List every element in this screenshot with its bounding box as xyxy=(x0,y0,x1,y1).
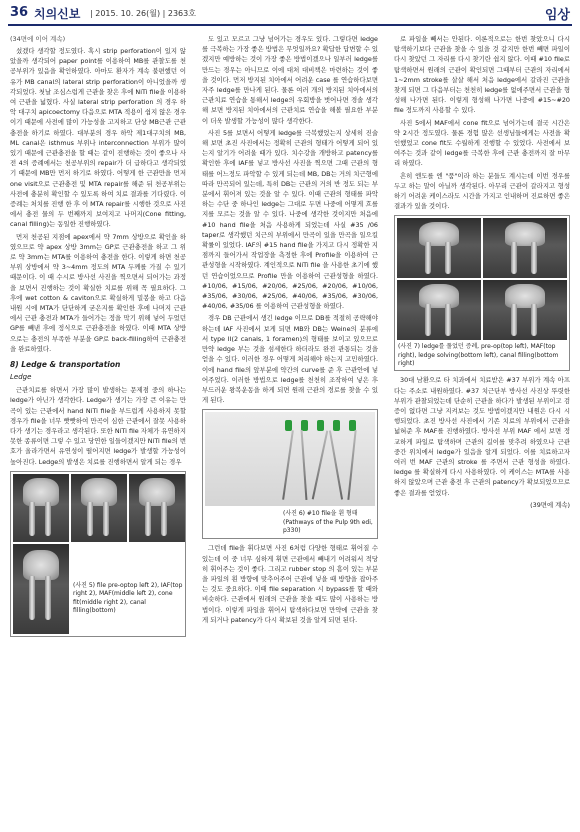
issue-date: | 2015. 10. 26(월) | 2363호 xyxy=(90,9,196,18)
paragraph: 30대 남환으로 타 치과에서 치료받은 #37 부위가 계속 아프다는 주소로 내원하였다. #37 치근단부 방사선 사진상 뚜렷한 부위가 관찰되었는데 단순히 근관을 하다가 발생된 부위이고 검증이 없다면 그냥 지켜보는 것도 방법이겠지만 내원은 다시 시행되었다. 초진 방사선 사진에서 기존 치료의 부위에서 근관을 넓혀준 후 MAF를 진행하였다. 방사선 부위 MAF 에서 보면 정교하게 파일로 탐색하며 근관의 길이를 맞추려 하였으나 근관 중간 위치에서 ledge가 있음을 알게 되었다. 이를 치료하고자 여러 번 MAF 근관의 stroke 를 주면서 근관 형성을 하였다. ledge 를 확실하게 다시 사용하였다. 이 케이스는 MTA를 사용하지 않았으며 근관 충전 후 근관의 patency가 확보되었으므로 좋은 결과를 얻었다. xyxy=(394,376,570,497)
figure-7 xyxy=(394,215,570,371)
paper-name: 치의신보 xyxy=(34,7,81,21)
paragraph: 로 파일을 빼서는 안된다. 이론적으로는 한번 찾았으니 다시 탐색하기보다 근관을 찾을 수 있을 것 같지만 한번 빼면 파일이 다시 찾았던 그 자리를 다시 찾기란 쉽지 않다. 이때 #10 file로 탐색하면서 원래의 근관이 확인되면 그때부터 근관의 자리에서 1~2mm stroke를 살살 해서 처음 ledge에서 갈라진 근관을 찾게 되면 그 다음부터는 천천히 ledge를 없애주면서 근관을 형성해 나가면 된다. 이렇게 형성해 나가면 나중에 #15~#20 file 정도까지 사용할 수 있다. xyxy=(394,35,570,115)
paragraph: 사진 5에서 MAF에서 cone fit으로 넘어가는데 결국 시간은 약 2시간 정도였다. 물론 경험 많은 선생님들에게는 사전을 확인했었고 cone fit도 수월하게 진행할 수 있었다. 사전에서 보여주는 것과 같이 ledge를 극복한 후에 근관 충전까지 잘 마무리 하였다. xyxy=(394,118,570,168)
section-heading: 8) Ledge & transportation xyxy=(10,360,121,370)
xray-image xyxy=(129,474,185,542)
page-number: 36 xyxy=(10,5,29,20)
file-photo xyxy=(205,412,375,506)
continued-note: (34면에 이어 계속) xyxy=(10,35,66,43)
xray-image xyxy=(483,280,567,340)
paragraph: 근관치료를 하면서 가장 많이 발생하는 문제점 중의 하나는 ledge가 아닌가 생각한다. Ledge가 생기는 가장 큰 이유는 만곡이 있는 근관에서 hand NiTi file을 부드럽게 사용하지 못할 경우가 file을 너무 빳빳하여 만곡이 심한 근관에서 잘못 사용하다가 생기는 경우라고 생각된다. 또한 NiTi file 자체가 유연하지 못한 종류이면 그렇 수 있고 당연한 일들이겠지만 NiTi file의 번호가 올라가면서 유연성이 떨어지면 ledge가 발생할 가능성이 높아진다. Ledge의 발생은 치료를 진행하면서 알게 되는 경우 xyxy=(10,386,186,466)
page-header xyxy=(0,0,580,26)
paragraph: 먼저 천공된 지점에 apex에서 약 7mm 상방으로 확인을 하였으므로 약 apex 상방 3mm는 GP로 근관충전을 하고 그 위로 약 3mm는 MTA를 이용하여 충전을 한다. 이렇게 하면 천공 부위 상방에서 약 3~4mm 정도의 MTA 두께를 가질 수 있기 때문이다. 이 때 수시로 방사선 사진을 찍으면서 되어가는 과정을 보면서 진행하는 것이 확실한 치료를 위해 꼭 필요하다. 그 후에 wet cotton & caviton으로 확실하게 밀봉을 하고 다음 내원 시에 MTA가 단단하게 굳은지를 확인한 후에 나머지 근관에서 근관 충전과 MTA가 들어가는 정을 막기 위해 넣어 두었던 GP를 빼낸 후에 정식으로 근관충전을 하였다. 이때 MTA 상방으로는 충전의 부족한 부분을 GP로 back-filling하여 근관충전을 완료하였다. xyxy=(10,232,186,353)
figure-5 xyxy=(10,471,186,637)
sub-heading: Ledge xyxy=(10,373,32,382)
xray-image xyxy=(397,218,481,278)
paragraph: 흔히 엔도를 엔 "품"이라 하는 분들도 계시는데 이번 경우를 두고 하는 말이 아닐까 생각된다. 아무리 근관이 갈라지고 형성하기 어려운 케이스라도 시간을 가지고 인내하며 진료하면 좋은 결과가 있을 것이다. xyxy=(394,171,570,211)
xray-image xyxy=(483,218,567,278)
header-rule xyxy=(8,24,572,26)
figure-6 xyxy=(202,409,378,539)
column-2 xyxy=(202,34,378,824)
paragraph: 경우 DB 근관에서 생긴 ledge 이므로 DB를 적절히 공략해야 하는데 IAF 사진에서 보게 되면 MB와 DB는 Weine의 분류에서 type II(2 canals, 1 foramen)의 형태를 보이고 있으므로 만약 ledge 부는 것을 섬세한다 하더라도 완전 관통되는 것을 얻을 수 있다. 이러한 경우 어떻게 처리해야 하는지 고민하였다. 이에 hand file의 앞부분에 약간의 curve를 준 후 근관안에 넣어주었다. 이러한 방법으로 ledge를 천천히 조작하여 넣은 후 부드러운 왕복운동을 하게 되면 원래 근관의 경로를 찾을 수 있게 된다. xyxy=(202,314,378,405)
figure-caption: (사진 5) file pre-optop left 2), IAF(top right 2), MAF(middle left 2), cone fit(middle right 2), canal filling(bottom) xyxy=(73,581,183,615)
paragraph: 도 있고 모르고 그냥 넘어가는 경우도 있다. 그렇다면 ledge를 극복하는 가장 좋은 방법은 무엇일까요? 확답한 답변할 수 있겠지만 예방하는 것이 가장 좋은 방법이겠으나 일부러 ledge를 만드는 경우는 아니므로 이에 대처 대비책은 마련하는 것이 좋을 것이다. 먼저 방지된 치아에서 어려운 case 를 연습하다보면 자주 ledge를 만나게 된다. 물론 여러 개의 방지된 치아에서의 근관치료 연습을 통해서 ledge의 우회방을 벗어나면 경솔 생각해 보면 방지된 치아에서의 근관치료 연습을 해볼 필요한 부분이 더욱 발생할 가능성이 많다 생각한다. xyxy=(202,35,378,125)
column-3 xyxy=(394,34,570,824)
figure-caption: (사진 7) ledge를 풀었던 증례, pre-op(top left), MAF(top right), ledge solving(bottom left), canal filling(bottom right) xyxy=(398,343,559,368)
xray-image xyxy=(13,474,69,542)
paragraph: 그런데 file을 휘다보면 사진 6처럼 다양한 형태로 휘어질 수 있는데 이 중 너무 심하게 휘면 근관에서 빼내기 어려워서 적당히 휘어주는 것이 좋다. 그리고 rubber stop 의 흠이 있는 부분을 파일의 휜 방향에 맞추어주어 근관에 넣을 때 방향을 잡아주는 것도 중요하다. 이때 file separation 시 bypass를 할 때와 비슷하다. 근관에서 원래의 근관을 찾을 때도 많이 사용하는 방법이다. 이렇게 파일을 휘어서 탐색하다보면 만약에 근관을 찾게 되거나 patency가 다시 확보된 것을 알게 되면 된다. xyxy=(202,544,378,624)
xray-image xyxy=(13,544,69,634)
figure-caption: (사진 6) #10 file을 휜 형태 (Pathways of the Pulp 9th edi, p330) xyxy=(283,510,373,535)
xray-image xyxy=(397,280,481,340)
continued-note: (39면에 계속) xyxy=(530,500,570,509)
xray-image xyxy=(71,474,127,542)
section-name: 임상 xyxy=(544,8,570,23)
paragraph: 사진 5를 보면서 어떻게 ledge를 극복했었는지 상세히 진술해 보면 초진 사진에서는 정확히 근관의 형태가 어떻게 되어 있는지 알기가 어려울 때가 있다. 치수강을 개방하고 patency를 확인한 후에 IAF를 넣고 방사선 사진을 찍으면 그때 근관의 형태를 어느정도 파악할 수 있게 되는데 MB, DB는 거의 치근형에 따라 만곡되어 있는데, 특히 DB는 근관의 거의 반 정도 되는 부분에서 휘어져 있는 것을 알 수 있다. 이때 근관의 형태를 파악하는 수단 중 하나인 ledge는 그대로 두면 나중에 어떻게 흐를지를 모르는 것을 알 수 있다. 나중에 생각한 것이지만 처음에 #10 hand file을 처음 사용하게 되었는데 사실 #35 /06 taper로 생각했던 치근의 부위에서 만곡이 있을 만곡을 일으킬 확률이 있었다. IAF의 #15 hand file을 가지고 다시 정확한 지점까지 들어가서 작업장을 측정한 후에 Profile을 이용하여 근관성형을 시작하였다. 계인적으로 NiTi file 을 사용한 초기에 했던 연습이었으므로 Profile 만을 이용하여 근관성형을 하였다. #10/06, #15/06, #20/06, #25/06, #20/06, #10/06, #35/06, #30/06, #25/06, #40/06, #35/06, #30/06, #40/06, #35/06 를 이용하여 근관성형을 하였다. xyxy=(202,128,378,311)
paragraph: 섰겠다 생각할 정도였다. 혹시 strip perforation이 있지 않았을까 생각되어 paper point를 이용하여 MB를 관찰도를 천공부위가 있음을 확인하였다. 아마도 환자가 계속 불편했던 이유가 MB canal의 lateral strip perforation이 아니었을까 생각되었다. 첫날 조심스럽게 근관을 찾은 후에 NiTi file을 이용하여 근관을 넓혔다. 사실 lateral strip perforation 의 경우 하악 대구치 apicoectomy 다음으로 MTA 적용이 쉽지 않은 경우이기 때문에 사전에 많이 가능성을 고지하고 단상 MB근관 근관 충전을 하기로 하였다. 대부분의 경우 하악 제1대구치의 MB, ML canal은 isthmus 부위나 interconnection 부위가 많이 있기 때문에 근관충전을 할 때는 같이 진행하는 것이 좋으나 사전 4의 증례에서는 천공부위의 repair가 더 급하다고 생각되었기 때문에 MB만 먼저 하기로 하였다. 어떻게 한 근관만을 먼저 one visit으로 근관충전 및 MTA repair를 해준 뒤 천공부위는 사전에 충분히 확인할 수 있도록 하여 치료 결과를 기다렸다. 이 증례는 처치를 진행 한 후 이 MTA repair를 시행한 것으로 사진에서 충전 물의 두 번째까지 보여지고 나머지(Cone fitting, canal filling)는 동일한 진행하였다. xyxy=(10,47,186,229)
column-1 xyxy=(10,34,186,824)
